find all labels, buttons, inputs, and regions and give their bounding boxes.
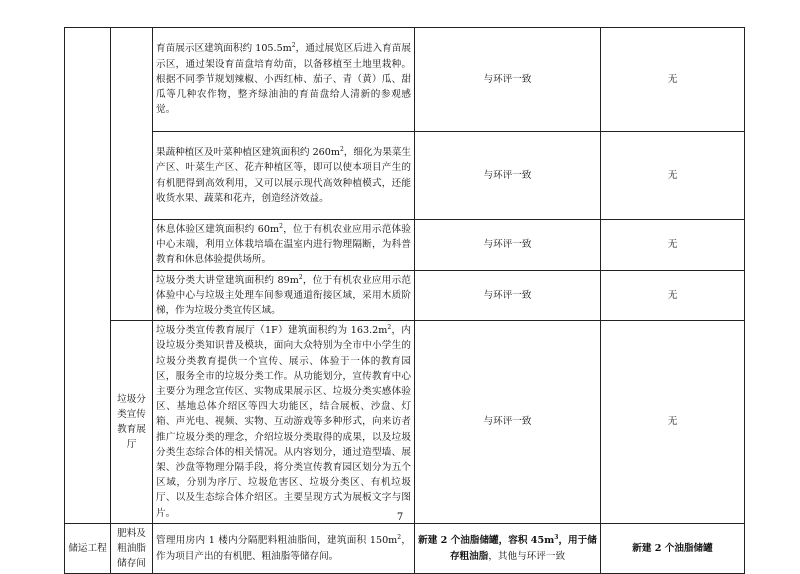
note-cell: 新建 2 个油脂储罐 bbox=[601, 523, 745, 574]
consistency-cell: 与环评一致 bbox=[415, 270, 601, 321]
note-cell: 无 bbox=[601, 321, 745, 524]
subcategory-cell: 肥料及粗油脂储存间 bbox=[111, 523, 153, 574]
description-cell: 垃圾分类大讲堂建筑面积约 $89m^2$，位于有机农业应用示范体验中心与垃圾主处理车间参观通道衔接区域，采用木质阶梯，作为垃圾分类宣传区域。 bbox=[153, 270, 415, 321]
category-cell-empty bbox=[65, 28, 111, 524]
table-row bbox=[65, 270, 745, 321]
description-cell: 垃圾分类宣传教育展厅（1F）建筑面积约为 $163.2m^2$，内设垃圾分类知识普及模块，面向大众特别为全市中小学生的垃圾分类教育提供一个宣传、展示、体验于一体的教育园区，服务全市的垃圾分类工作。从功能划分，宣传教育中心主要分为理念宣传区、实物成果展示区、垃圾分类实感体验区、基地总体介绍区等四大功能区，结合展板、沙盘、灯箱、声光电、视频、实物、互动游戏等多种形式，向来访者推广垃圾分类的理念，介绍垃圾分类取得的成果，以及垃圾分类生态综合体的相关情况。从内容划分，通过造型墙、展架、沙盘等物理分隔手段，将分类宣传教育园区划分为五个区域，分别为序厅、垃圾危害区、垃圾分类区、有机垃圾厅、以及生态综合体介绍区。主要呈现方式为展板文字与图片。 bbox=[153, 321, 415, 524]
table-row bbox=[65, 523, 745, 574]
description-cell: 休息体验区建筑面积约 $60m^2$，位于有机农业应用示范体验中心末端，利用立体栽培墙在温室内进行物理隔断，为科普教育和休息体验提供场所。 bbox=[153, 220, 415, 271]
note-cell: 无 bbox=[601, 132, 745, 220]
consistency-cell: 新建 2 个油脂储罐，容积 $45m^3$，用于储存粗油脂，其他与环评一致 bbox=[415, 523, 601, 574]
category-cell: 储运工程 bbox=[65, 523, 111, 574]
consistency-cell: 与环评一致 bbox=[415, 321, 601, 524]
table-row bbox=[65, 28, 745, 132]
subcategory-cell-empty bbox=[111, 28, 153, 321]
note-cell: 无 bbox=[601, 28, 745, 132]
note-cell: 无 bbox=[601, 270, 745, 321]
consistency-cell: 与环评一致 bbox=[415, 28, 601, 132]
table-row bbox=[65, 321, 745, 524]
table-row bbox=[65, 132, 745, 220]
project-comparison-table bbox=[64, 27, 745, 574]
table-row bbox=[65, 220, 745, 271]
note-cell: 无 bbox=[601, 220, 745, 271]
consistency-cell: 与环评一致 bbox=[415, 220, 601, 271]
consistency-cell: 与环评一致 bbox=[415, 132, 601, 220]
subcategory-cell: 垃圾分类宣传教育展厅 bbox=[111, 321, 153, 524]
description-cell: 育苗展示区建筑面积约 $105.5m^2$，通过展览区后进入育苗展示区，通过架设育苗盘培育幼苗，以备移植至土地里栽种。根据不同季节规划辣椒、小西红柿、茄子、青（黄）瓜、甜瓜等几种农作物，整齐绿油油的育苗盘给人清新的参观感觉。 bbox=[153, 28, 415, 132]
description-cell: 果蔬种植区及叶菜种植区建筑面积约 $260m^2$，细化为果菜生产区、叶菜生产区、花卉种植区等，即可以使本项目产生的有机肥得到高效利用，又可以展示现代高效种植模式，还能收货水果、蔬菜和花卉，创造经济效益。 bbox=[153, 132, 415, 220]
description-cell: 管理用房内 1 楼内分隔肥料粗油脂间，建筑面积 $150m^2$，作为项目产出的有机肥、粗油脂等储存间。 bbox=[153, 523, 415, 574]
page-number: 7 bbox=[396, 512, 404, 523]
